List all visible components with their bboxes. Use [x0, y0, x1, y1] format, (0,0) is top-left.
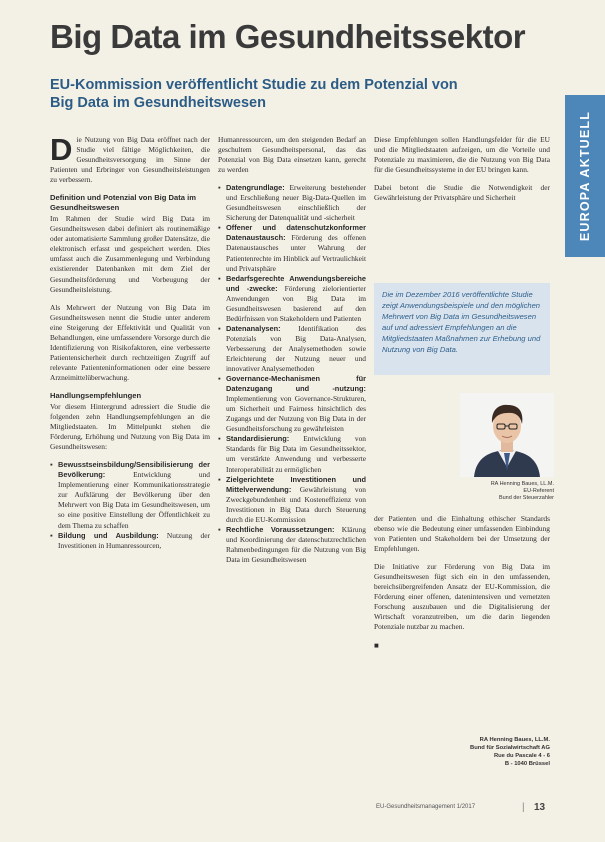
list-item — [218, 183, 366, 223]
list-item-heading: Offener und datenschutzkonformer Datenaustausch: — [226, 223, 366, 243]
list-item-heading: Datenanalysen: — [226, 323, 281, 333]
text-column-1 — [50, 132, 210, 559]
list-item — [218, 324, 366, 374]
list-item — [218, 434, 366, 474]
photo-caption — [374, 481, 554, 502]
list-item-text: Nutzung der Investitionen in Humanressourcen, — [58, 530, 210, 550]
footer-journal: EU-Gesundheitsmanagement 1/2017 — [376, 804, 476, 810]
list-item — [218, 475, 366, 525]
portrait-image — [460, 393, 554, 477]
paragraph: Als Mehrwert der Nutzung von Big Data im Gesundheitswesen nennt die Studie unter anderem eine Steigerung der Effektivität und Qualität von Behandlungen, eine umfassendere Vorsorge durch die Identifizierung von Risikofaktoren, eine verbesserte Patientensicherheit durch rechtzeitigen Zugriff auf relevante Patienteninformationen oder eine bessere Arzneimittelüberwachung. — [50, 302, 210, 382]
section-heading-definition: Definition und Potenzial von Big Data im Gesundheitswesen — [50, 193, 196, 213]
list-item — [50, 531, 210, 551]
intro-paragraph — [50, 132, 210, 185]
signature-line: B - 1040 Brüssel — [504, 761, 550, 767]
paragraph: Dabei betont die Studie die Notwendigkeit der Gewährleistung der Privatsphäre und Sicherheit — [374, 183, 550, 203]
recommendation-list — [218, 183, 366, 565]
list-item-heading: Bedarfsgerechte Anwendungsbereiche und -zwecke: — [226, 273, 366, 293]
list-item-text: Klärung und Koordinierung der datenschutzrechtlichen Rahmenbedingungen für die Nutzung von Big Data im Gesundheitswesen — [226, 524, 366, 564]
section-tab-label: EUROPA AKTUELL — [578, 110, 592, 242]
list-item-text: Förderung des offenen Datenaustausches unter Wahrung der Patientenrechte im Hinblick auf Vertraulichkeit und Privatsphäre — [226, 233, 366, 273]
paragraph: Humanressourcen, um den steigenden Bedarf an geschultem Gesundheitspersonal, das das Potenzial von Big Data einsetzen kann, gerecht zu werden — [218, 135, 366, 175]
author-signature — [374, 736, 550, 768]
article-subtitle: EU-Kommission veröffentlicht Studie zu dem Potenzial von Big Data im Gesundheitswesen — [50, 77, 458, 111]
list-item — [50, 460, 210, 530]
list-item — [218, 223, 366, 273]
article-title: Big Data im Gesundheitssektor — [50, 18, 526, 55]
list-item-heading: Governance-Mechanismen für Datenzugang und -nutzung: — [226, 374, 366, 394]
caption-line: EU-Referent — [523, 488, 554, 494]
list-item — [218, 374, 366, 434]
list-item-text: Entwicklung und Implementierung einer Kommunikationsstrategie zur Aufklärung der Bevölkerung über den Mehrwert von Big Data im Gesundheitswesen, um so eine positive Einstellung der Öffentlichkeit zu dem Thema zu schaffen — [58, 470, 210, 530]
caption-line: Bund der Steuerzahler — [498, 495, 554, 501]
list-item-text: Gewährleistung von Zweckgebundenheit und Kosteneffizienz von Investitionen in Big Data durch Steuerung durch die EU-Kommission — [226, 484, 366, 524]
section-tab — [565, 95, 605, 257]
paragraph: Vor diesem Hintergrund adressiert die Studie die folgenden zehn Handlungsempfehlungen an die Mitgliedstaaten. Im Mittelpunkt stehen die Förderung, Erhöhung und Nutzung von Big Data im Gesundheitswesen: — [50, 401, 210, 452]
intro-text: ie Nutzung von Big Data eröffnet nach der Studie viel fältige Möglichkeiten, die Gesundheitsversorgung im Sinne der Patienten und Erbringer von Gesundheitsleistungen zu verbessern. — [50, 135, 210, 185]
list-item-heading: Zielgerichtete Investitionen und Mittelverwendung: — [226, 474, 366, 494]
list-item-heading: Standardisierung: — [226, 434, 290, 444]
text-column-3 — [374, 135, 550, 211]
list-item — [218, 274, 366, 324]
author-photo — [460, 393, 554, 477]
footer-separator: | — [522, 802, 525, 813]
paragraph: Die Initiative zur Förderung von Big Data im Gesundheitswesen fügt sich ein in den umfassenden, bereichsübergreifenden Ansatz der EU-Kommission, die Förderung einer offenen, datenintensiven und vernetzten Forschung auszubauen und die Digitalisierung der Wirtschaft voranzutreiben, um die darin liegenden Potenziale nutzbar zu machen. — [374, 562, 550, 632]
signature-line: RA Henning Baues, LL.M. — [479, 737, 550, 743]
section-heading-recommendations: Handlungsempfehlungen — [50, 390, 142, 400]
paragraph: der Patienten und die Einhaltung ethischer Standards ebenso wie die Bedeutung einer umfassenden Einbindung von Patienten und Stakeholdern bei der Umsetzung der Empfehlungen. — [374, 514, 550, 554]
list-item-heading: Rechtliche Voraussetzungen: — [226, 524, 335, 534]
signature-line: Rue du Pascale 4 - 6 — [493, 753, 550, 759]
list-item-heading: Bewusstseinsbildung/Sensibilisierung der Bevölkerung: — [58, 460, 210, 480]
list-item-heading: Datengrundlage: — [226, 183, 285, 193]
list-item — [218, 525, 366, 565]
paragraph: Im Rahmen der Studie wird Big Data im Gesundheitswesen dabei definiert als routinemäßige oder automatisierte Sammlung großer Datensätze, die elektronisch erfasst und gespeichert werden. Dies umfasst auch die Zusammenlegung und Verbindung existierender Datenbanken mit dem Ziel der Gesundheitsförderung und Vorbeugung der Gesundheitsleistung. — [50, 214, 210, 294]
text-column-2 — [218, 135, 366, 573]
caption-line: RA Henning Baues, LL.M. — [490, 481, 554, 487]
paragraph: Diese Empfehlungen sollen Handlungsfelder für die EU und die Mitgliedstaaten aufzeigen, um die Vorteile und Potenziale zu maximieren, die die Nutzung von Big Data für die Gesundheitssysteme in der EU bringen kann. — [374, 135, 550, 175]
pull-quote: Die im Dezember 2016 veröffentlichte Studie zeigt Anwendungsbeispiele und den möglichen Mehrwert von Big Data im Gesundheitswesen auf und adressiert Empfehlungen an die Mitgliedstaaten Maßnahmen zur Erhebung und Nutzung von Big Data. — [374, 283, 550, 375]
recommendation-list — [50, 460, 210, 550]
list-item-heading: Bildung und Ausbildung: — [58, 530, 159, 540]
list-item-text: Entwicklung von Standards für Big Data im Gesundheitssektor, um verstärkte Anwendung und verbesserte Interoperabilität zu ermöglichen — [226, 434, 366, 474]
signature-line: Bund für Sozialwirtschaft AG — [470, 745, 550, 751]
end-mark: ■ — [374, 640, 379, 650]
list-item-text: Erweiterung bestehender und Erschließung neuer Big-Data-Quellen im Gesundheitswesen einschließlich der Sicherung der Datenqualität und -sicherheit — [226, 183, 366, 223]
text-column-3-continued — [374, 514, 550, 651]
drop-cap: D — [50, 132, 73, 167]
page-number: 13 — [534, 802, 546, 813]
list-item-text: Implementierung von Governance-Strukturen, um Sicherheit und Fairness hinsichtlich des Zugangs und der Nutzung von Big Data in der Gesundheitsforschung zu gewährleisten — [226, 394, 366, 434]
list-item-text: Förderung zielorientierter Anwendungen von Big Data im Gesundheitswesen basierend auf den Bedürfnissen von Stakeholdern und Patienten — [226, 283, 366, 323]
list-item-text: Identifikation des Potenzials von Big Data-Analysen, Verbesserung der Analysemethoden sowie Erleichterung der Nutzung neuer und innovativer Analysemethoden — [226, 323, 366, 374]
